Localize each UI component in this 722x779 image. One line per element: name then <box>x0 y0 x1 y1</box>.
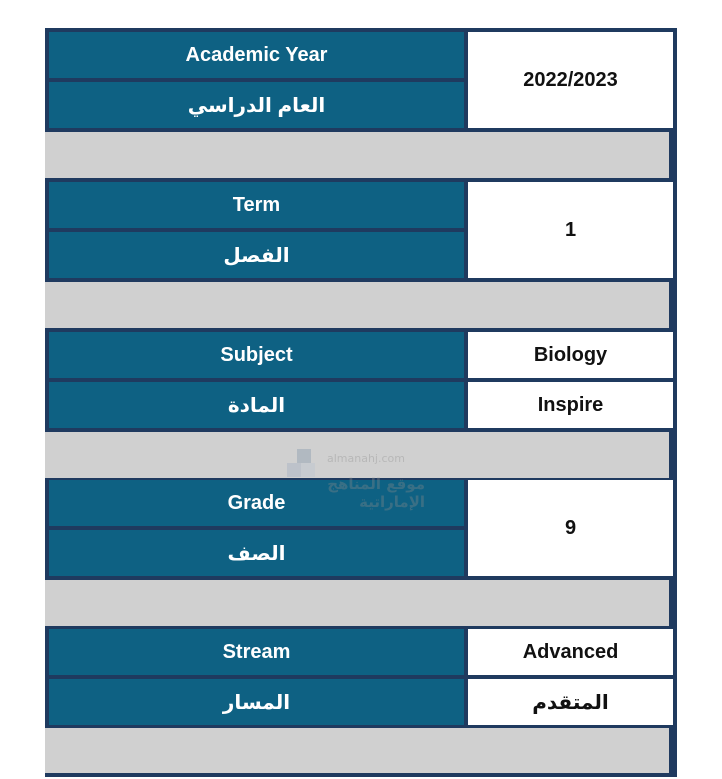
subject-value-ar: Inspire <box>468 382 673 428</box>
watermark-site: almanahj.com <box>327 452 405 465</box>
subject-label-en: Subject <box>49 332 464 378</box>
grade-value: 9 <box>468 480 673 576</box>
subject-block <box>49 332 673 428</box>
stream-value-ar: المتقدم <box>468 679 673 725</box>
subject-value-en: Biology <box>468 332 673 378</box>
academic-year-label-en: Academic Year <box>49 32 464 78</box>
grade-label-en: Grade <box>49 480 464 526</box>
separator-row <box>45 432 669 478</box>
separator-row <box>45 580 669 626</box>
academic-year-block <box>49 32 673 128</box>
academic-year-label-ar: العام الدراسي <box>49 82 464 128</box>
grade-label-ar: الصف <box>49 530 464 576</box>
stream-label-ar: المسار <box>49 679 464 725</box>
grade-block <box>49 480 673 576</box>
academic-year-value: 2022/2023 <box>468 32 673 128</box>
subject-label-ar: المادة <box>49 382 464 428</box>
stream-label-en: Stream <box>49 629 464 675</box>
stream-block <box>49 629 673 725</box>
term-label-en: Term <box>49 182 464 228</box>
separator-row <box>45 282 669 328</box>
term-block <box>49 182 673 278</box>
term-value: 1 <box>468 182 673 278</box>
separator-row <box>45 132 669 178</box>
watermark-brand: موقع المناهج الإماراتية <box>327 475 425 511</box>
info-table <box>45 28 677 777</box>
stream-value-en: Advanced <box>468 629 673 675</box>
term-label-ar: الفصل <box>49 232 464 278</box>
separator-row <box>45 728 669 773</box>
